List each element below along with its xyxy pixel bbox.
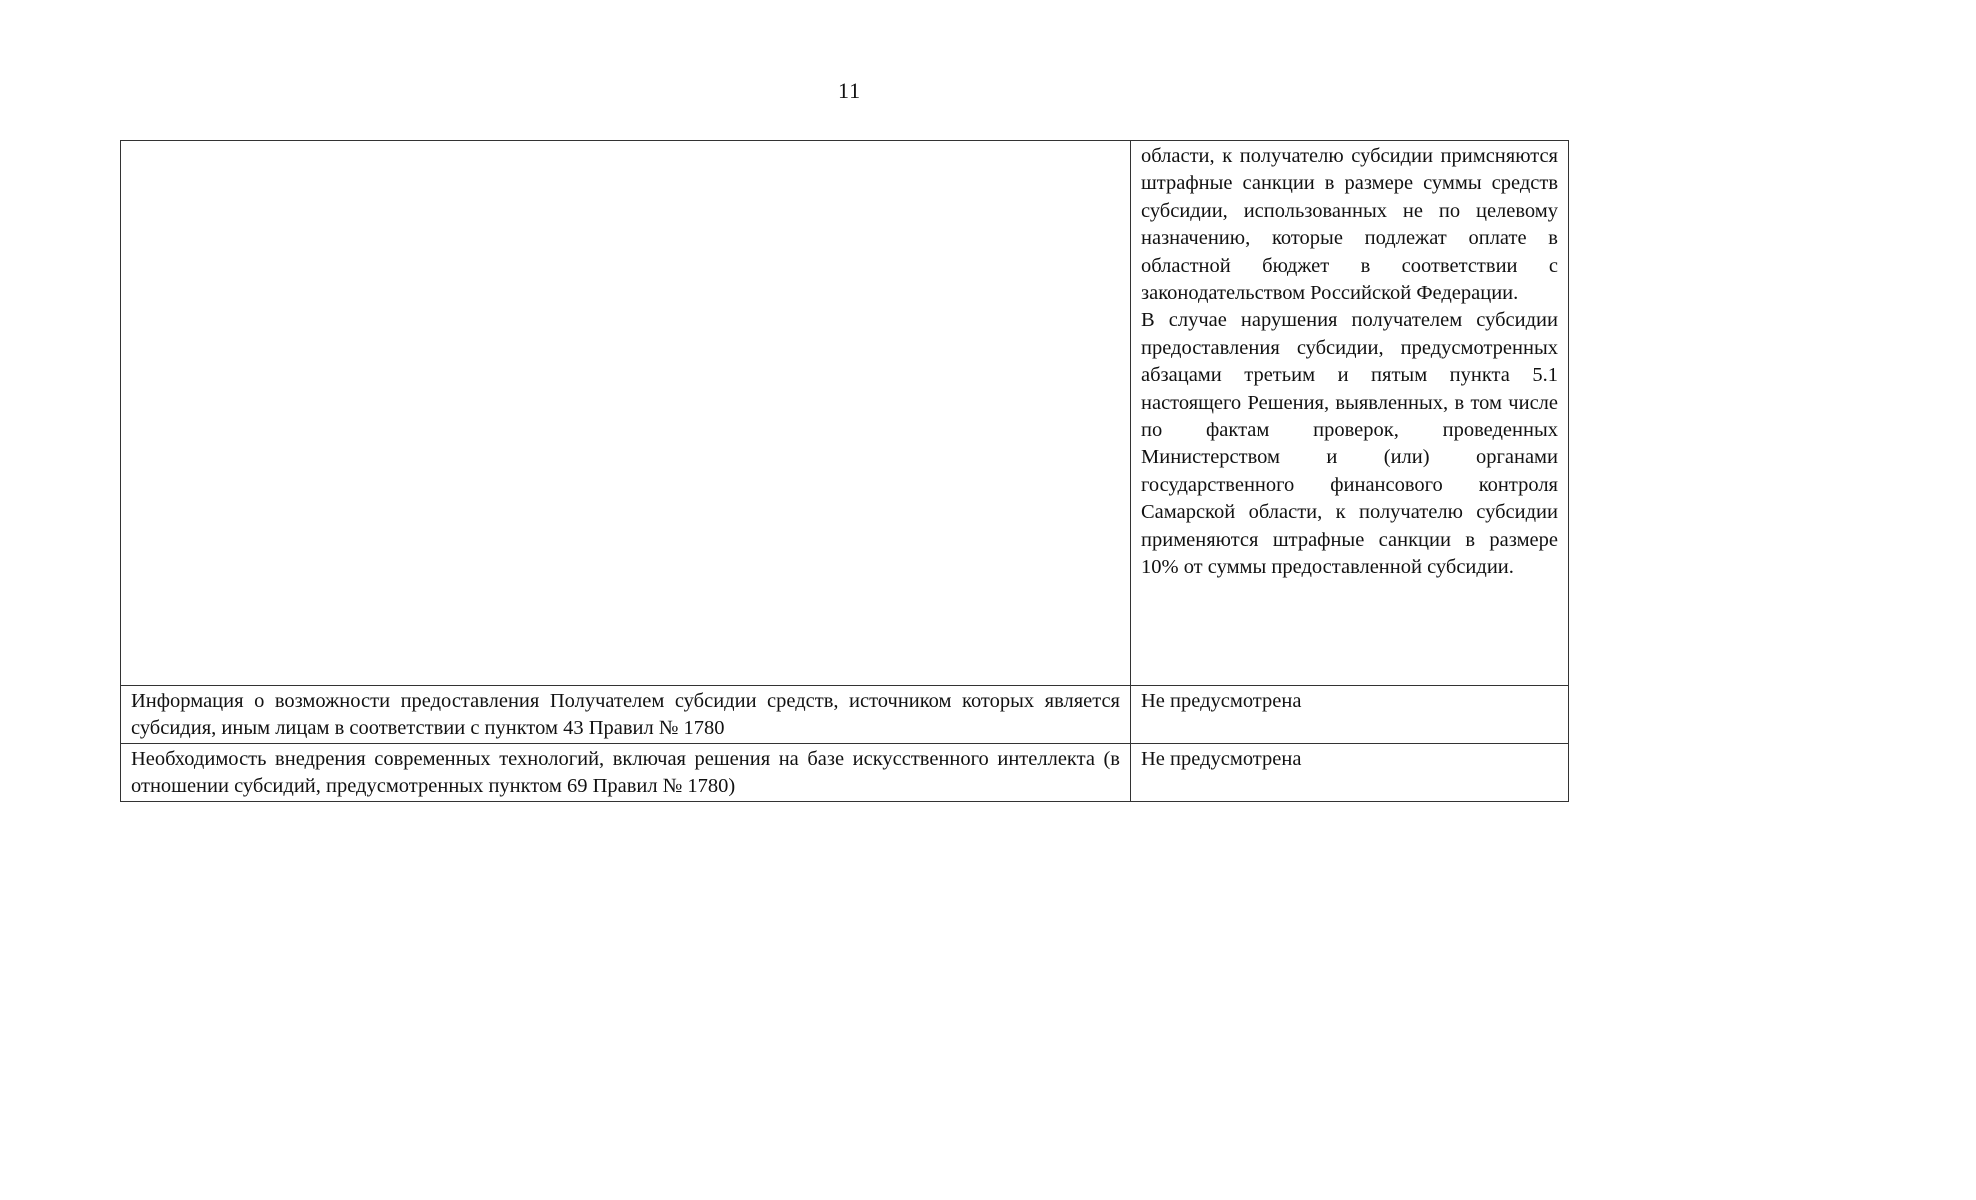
penalty-paragraph-misuse: области, к получателю субсидии примсняются штрафные санкции в размере суммы средств субсидии, использованных не по целевому назначению, которые подлежат оплате в областной бюджет в соответствии с законодательством Российской Федерации.	[1141, 145, 1558, 305]
table-cell-ai-tech-value: Не предусмотрена	[1131, 744, 1569, 802]
table-cell-info-transfer-value: Не предусмотрена	[1131, 686, 1569, 744]
table-cell-ai-tech-label	[121, 744, 1131, 802]
table-cell-left-empty	[121, 141, 1131, 686]
table-cell-penalties	[1131, 141, 1569, 686]
table-row	[121, 744, 1569, 802]
ai-tech-text: Необходимость внедрения современных технологий, включая решения на базе искусственного интеллекта (в отношении субсидий, предусмотренных пунктом 69 Правил № 1780)	[131, 748, 1120, 798]
info-transfer-text: Информация о возможности предоставления Получателем субсидии средств, источником которых является субсидия, иным лицам в соответствии с пунктом 43 Правил № 1780	[131, 690, 1120, 740]
document-table	[120, 140, 1569, 802]
table-row	[121, 686, 1569, 744]
table-row	[121, 141, 1569, 686]
table-cell-info-transfer-label	[121, 686, 1131, 744]
penalty-paragraph-violation: В случае нарушения получателем субсидии предоставления субсидии, предусмотренных абзацами третьим и пятым пункта 5.1 настоящего Решения, выявленных, в том числе по фактам проверок, проведенных Министерством и (или) органами государственного финансового контроля Самарской области, к получателю субсидии применяются штрафные санкции в размере 10% от суммы предоставленной субсидии.	[1141, 309, 1558, 579]
page-number: 11	[838, 78, 862, 103]
